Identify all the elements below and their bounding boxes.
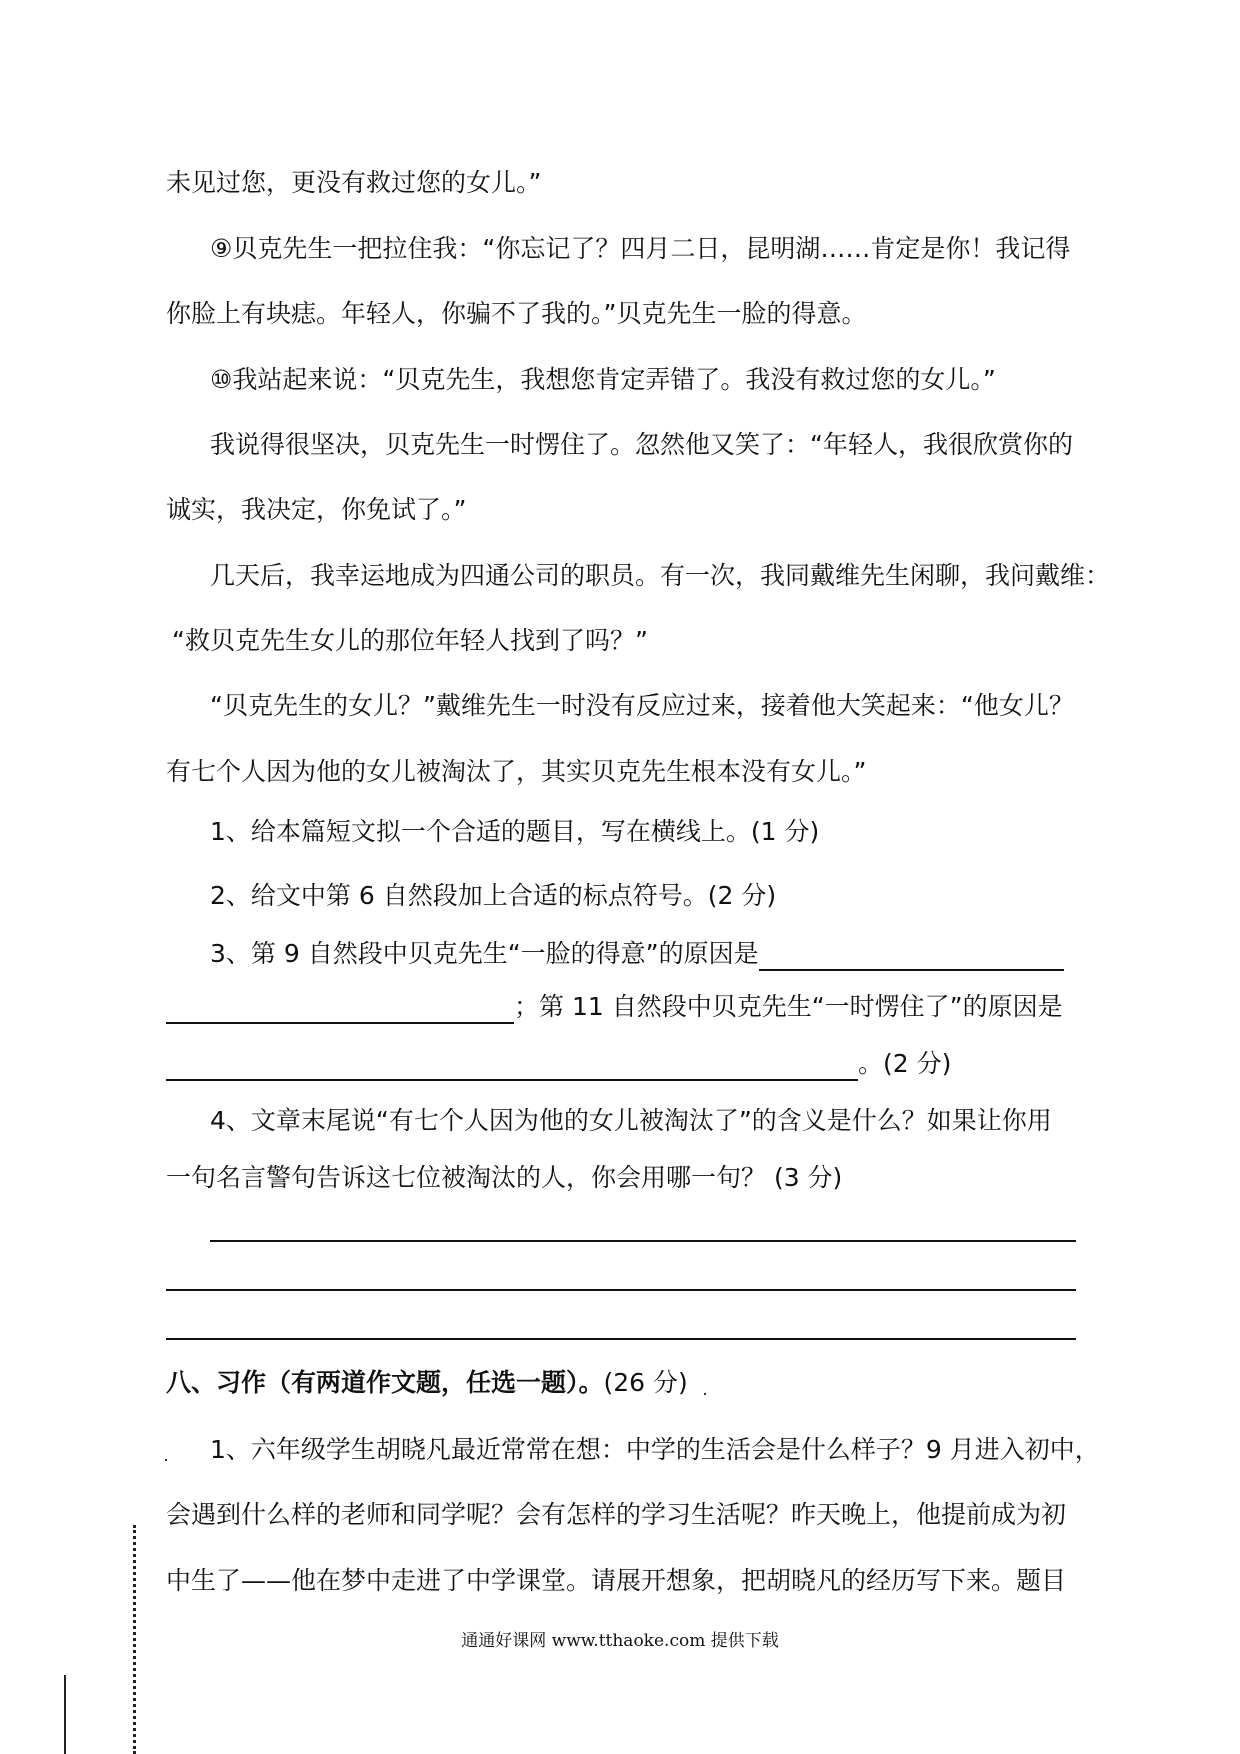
question-3-score: 。(2 分) [858, 1049, 952, 1078]
paragraph-line: 诚实，我决定，你免试了。” [166, 495, 467, 524]
answer-blank[interactable] [166, 1057, 858, 1081]
paragraph-line: 我说得很坚决，贝克先生一时愣住了。忽然他又笑了：“年轻人，我很欣赏你的 [210, 430, 1073, 459]
scan-speck [704, 1393, 706, 1395]
topic-line: 1、六年级学生胡晓凡最近常常在想：中学的生活会是什么样子？9 月进入初中， [210, 1435, 1100, 1464]
question-4-line-1: 4、文章末尾说“有七个人因为他的女儿被淘汰了”的含义是什么？如果让你用 [210, 1106, 1052, 1135]
question-3-line-2 [166, 990, 1063, 1024]
section-score: (26 分) [603, 1368, 688, 1397]
paragraph-line: 未见过您，更没有救过您的女儿。” [166, 168, 542, 197]
question-3-text: 3、第 9 自然段中贝克先生“一脸的得意”的原因是 [210, 939, 759, 968]
question-3-text: ；第 11 自然段中贝克先生“一时愣住了”的原因是 [514, 992, 1063, 1021]
answer-line[interactable] [210, 1240, 1076, 1242]
topic-line: 会遇到什么样的老师和同学呢？会有怎样的学习生活呢？昨天晚上，他提前成为初 [166, 1500, 1067, 1529]
paragraph-line: 有七个人因为他的女儿被淘汰了，其实贝克先生根本没有女儿。” [166, 757, 867, 786]
paragraph-line: “贝克先生的女儿？”戴维先生一时没有反应过来，接着他大笑起来：“他女儿？ [210, 691, 1074, 720]
binding-dotted-line [133, 1525, 136, 1754]
answer-blank[interactable] [759, 947, 1064, 971]
answer-blank[interactable] [166, 1000, 514, 1024]
answer-line[interactable] [166, 1289, 1076, 1291]
paragraph-line: 你脸上有块痣。年轻人，你骗不了我的。”贝克先生一脸的得意。 [166, 299, 867, 328]
question-4-line-2: 一句名言警句告诉这七位被淘汰的人，你会用哪一句？ (3 分) [166, 1163, 843, 1192]
paragraph-line: “救贝克先生女儿的那位年轻人找到了吗？” [172, 626, 648, 655]
question-3-line-1 [210, 937, 1064, 971]
paragraph-line: ⑩我站起来说：“贝克先生，我想您肯定弄错了。我没有救过您的女儿。” [210, 365, 996, 394]
scan-speck [165, 1459, 167, 1461]
paragraph-line: 几天后，我幸运地成为四通公司的职员。有一次，我同戴维先生闲聊，我问戴维： [210, 561, 1111, 590]
section-title: 八、习作（有两道作文题，任选一题）。 [166, 1368, 604, 1397]
answer-line[interactable] [166, 1338, 1076, 1340]
question-3-line-3 [166, 1047, 951, 1081]
section-heading [166, 1366, 688, 1400]
margin-bar [64, 1675, 66, 1754]
footer-credit: 通通好课网 www.tthaoke.com 提供下载 [461, 1631, 779, 1651]
topic-line: 中生了——他在梦中走进了中学课堂。请展开想象，把胡晓凡的经历写下来。题目 [166, 1566, 1067, 1595]
question-2: 2、给文中第 6 自然段加上合适的标点符号。(2 分) [210, 881, 777, 910]
paragraph-line: ⑨贝克先生一把拉住我：“你忘记了？四月二日，昆明湖……肯定是你！我记得 [210, 234, 1071, 263]
question-1: 1、给本篇短文拟一个合适的题目，写在横线上。(1 分) [210, 817, 820, 846]
